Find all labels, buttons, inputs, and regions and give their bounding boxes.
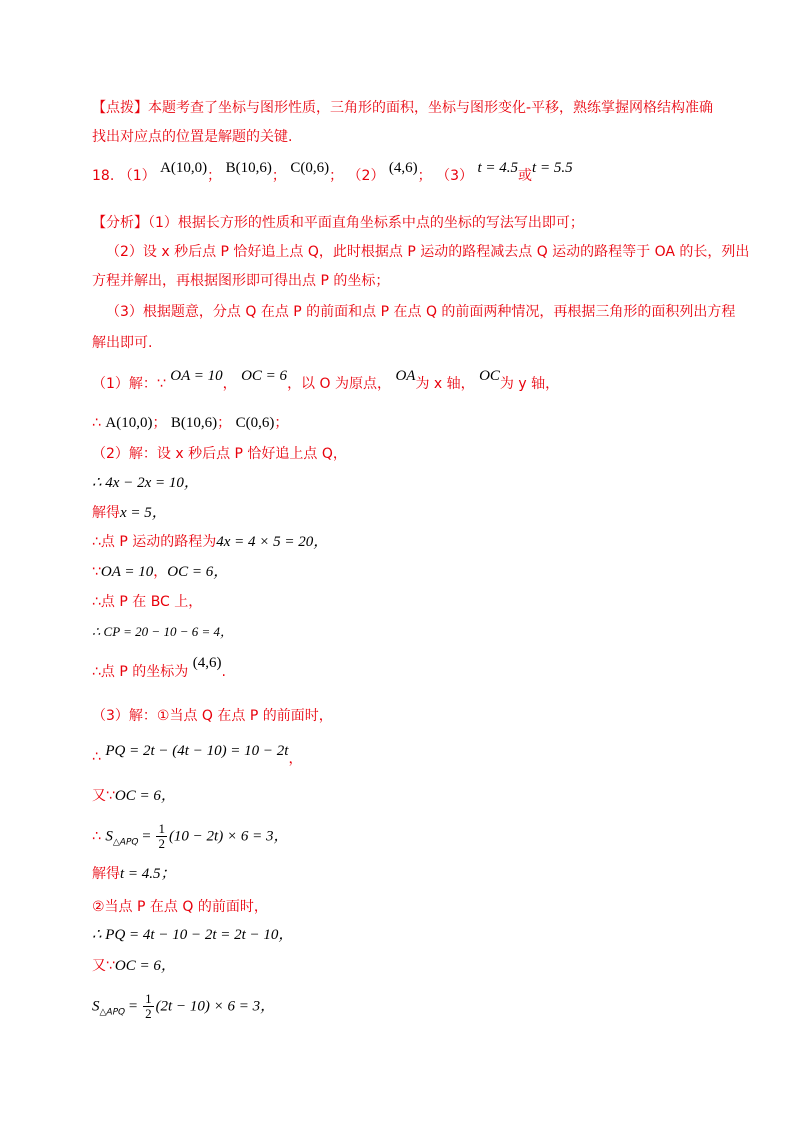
sol1-origin: ，以 O 为原点， [287, 376, 391, 392]
sol2-oa: OA = 10 [100, 564, 154, 580]
sol3-area-subscript: △APQ [112, 837, 139, 848]
sol3-also-label: 又∵ [92, 788, 115, 804]
fraction-denominator: 2 [158, 836, 165, 851]
sol3-area1-line [92, 822, 288, 853]
fraction-denominator: 2 [145, 1006, 152, 1021]
analysis-text-4: （3）根据题意，分点 Q 在点 P 的前面和点 P 在点 Q 的前面两种情况，再根据三角形的面积列出方程 [106, 304, 736, 320]
sol2-on-bc: ∴点 P 在 BC 上， [92, 594, 203, 610]
sol3-area2-line [92, 992, 275, 1023]
fraction-numerator: 1 [158, 821, 165, 836]
q18-point-b: B(10,6) [225, 160, 272, 176]
sol1-sep: ； [274, 415, 289, 431]
q18-point-a: A(10,0) [160, 160, 208, 176]
sol1-xaxis: 为 x 轴， [415, 376, 475, 392]
sol2-end: . [221, 664, 226, 680]
sol3-t1-line [92, 864, 176, 884]
sol1-oa: OA = 10 [170, 368, 223, 384]
sol3-pq1-line [92, 741, 303, 767]
sol3-comma: ， [288, 751, 303, 767]
sol3-pq1: PQ = 2t − (4t − 10) = 10 − 2t [105, 743, 289, 759]
sol3-area-symbol: S [105, 828, 113, 845]
sol1-point-b: B(10,6) [170, 415, 218, 431]
sol2-comma: ， [153, 564, 168, 580]
sol2-cp-line [92, 622, 233, 642]
sol3-oc1-line [92, 786, 176, 806]
analysis-text-1: （1）根据长方形的性质和平面直角坐标系中点的坐标的写法写出即可； [148, 215, 584, 231]
therefore-symbol: ∴ [92, 415, 101, 431]
q18-sep: ； [329, 168, 344, 184]
q18-number: 18. [92, 168, 115, 184]
therefore-symbol: ∴ [92, 749, 101, 765]
sol3-oc1: OC = 6， [114, 788, 176, 804]
q18-sep: ； [271, 168, 286, 184]
analysis-text-3: 方程并解出，再根据图形即可得出点 P 的坐标； [92, 273, 390, 289]
analysis-line-1 [92, 213, 584, 233]
sol2-coord-value: (4,6) [192, 655, 222, 671]
q18-t2: t = 5.5 [532, 160, 573, 176]
sol1-comma: ， [222, 376, 237, 392]
q18-answer2: (4,6) [388, 160, 418, 176]
q18-sep: ； [417, 168, 432, 184]
sol2-oc: OC = 6， [167, 564, 229, 580]
because-symbol: ∵ [92, 564, 101, 580]
analysis-text-5: 解出即可. [92, 335, 153, 351]
sol1-point-a: A(10,0) [105, 415, 153, 431]
sol3-area-symbol: S [92, 998, 100, 1015]
sol1-oc-axis: OC [479, 368, 500, 384]
analysis-label: 【分析】 [92, 215, 148, 231]
q18-t1: t = 4.5 [477, 160, 519, 176]
equals-sign: = [138, 828, 155, 845]
sol1-line-1 [92, 368, 560, 394]
sol2-x-value: x = 5， [120, 505, 167, 521]
q18-point-c: C(0,6) [290, 160, 330, 176]
q18-answer-line [92, 160, 573, 186]
sol2-coord-line [92, 655, 226, 682]
sol2-equation: ∴ 4x − 2x = 10， [92, 475, 199, 491]
sol3-area-subscript: △APQ [99, 1007, 126, 1018]
q18-sep: ； [207, 168, 222, 184]
sol3-area1-expr: (10 − 2t) × 6 = 3， [168, 828, 289, 845]
sol1-oa-axis: OA [395, 368, 416, 384]
sol2-solve-line [92, 503, 167, 523]
sol3-also-label: 又∵ [92, 958, 115, 974]
tip-label: 【点拨】 [92, 100, 148, 116]
sol2-distance-label: ∴点 P 运动的路程为 [92, 534, 217, 550]
sol1-yaxis: 为 y 轴， [499, 376, 560, 392]
sol3-head: （3）解：①当点 Q 在点 P 的前面时， [92, 708, 333, 724]
sol2-lengths-line [92, 562, 228, 582]
sol3-oc2: OC = 6， [114, 958, 176, 974]
q18-part1: （1） [118, 168, 156, 184]
analysis-text-2: （2）设 x 秒后点 P 恰好追上点 Q，此时根据点 P 运动的路程减去点 Q 运动的路程等于 OA 的长，列出 [106, 244, 750, 260]
sol2-coord-label: ∴点 P 的坐标为 [92, 664, 189, 680]
sol3-t1-value: t = 4.5； [120, 866, 176, 882]
sol1-oc: OC = 6 [241, 368, 288, 384]
sol1-line-2 [92, 413, 288, 433]
sol3-case2: ②当点 P 在点 Q 的前面时， [92, 899, 268, 915]
tip-text-1: 本题考查了坐标与图形性质，三角形的面积，坐标与图形变化-平移，熟练掌握网格结构准确 [148, 100, 714, 116]
sol3-oc2-line [92, 956, 176, 976]
sol3-area2-expr: (2t − 10) × 6 = 3， [155, 998, 276, 1015]
sol1-point-c: C(0,6) [235, 415, 275, 431]
sol1-sep: ； [217, 415, 232, 431]
therefore-symbol: ∴ [92, 828, 101, 845]
equals-sign: = [125, 998, 142, 1015]
sol3-pq2-line [92, 925, 293, 945]
sol2-cp: ∴ CP = 20 − 10 − 6 = 4， [92, 624, 233, 639]
one-half-fraction [143, 992, 154, 1021]
sol2-head: （2）解：设 x 秒后点 P 恰好追上点 Q， [92, 446, 347, 462]
q18-part3: （3） [436, 168, 474, 184]
sol3-solve-label: 解得 [92, 866, 120, 882]
q18-part2: （2） [347, 168, 385, 184]
sol1-sep: ； [152, 415, 167, 431]
tip-line-1 [92, 98, 713, 118]
sol2-distance-value: 4x = 4 × 5 = 20， [216, 534, 329, 550]
sol2-distance-line [92, 532, 328, 552]
sol2-solve-label: 解得 [92, 505, 120, 521]
sol1-head: （1）解：∵ [92, 376, 166, 392]
one-half-fraction [156, 822, 167, 851]
fraction-numerator: 1 [145, 991, 152, 1006]
sol3-pq2: ∴ PQ = 4t − 10 − 2t = 2t − 10， [92, 927, 294, 943]
sol2-eq1 [92, 473, 199, 493]
tip-text-2: 找出对应点的位置是解题的关键. [92, 129, 293, 145]
q18-or: 或 [518, 168, 533, 184]
